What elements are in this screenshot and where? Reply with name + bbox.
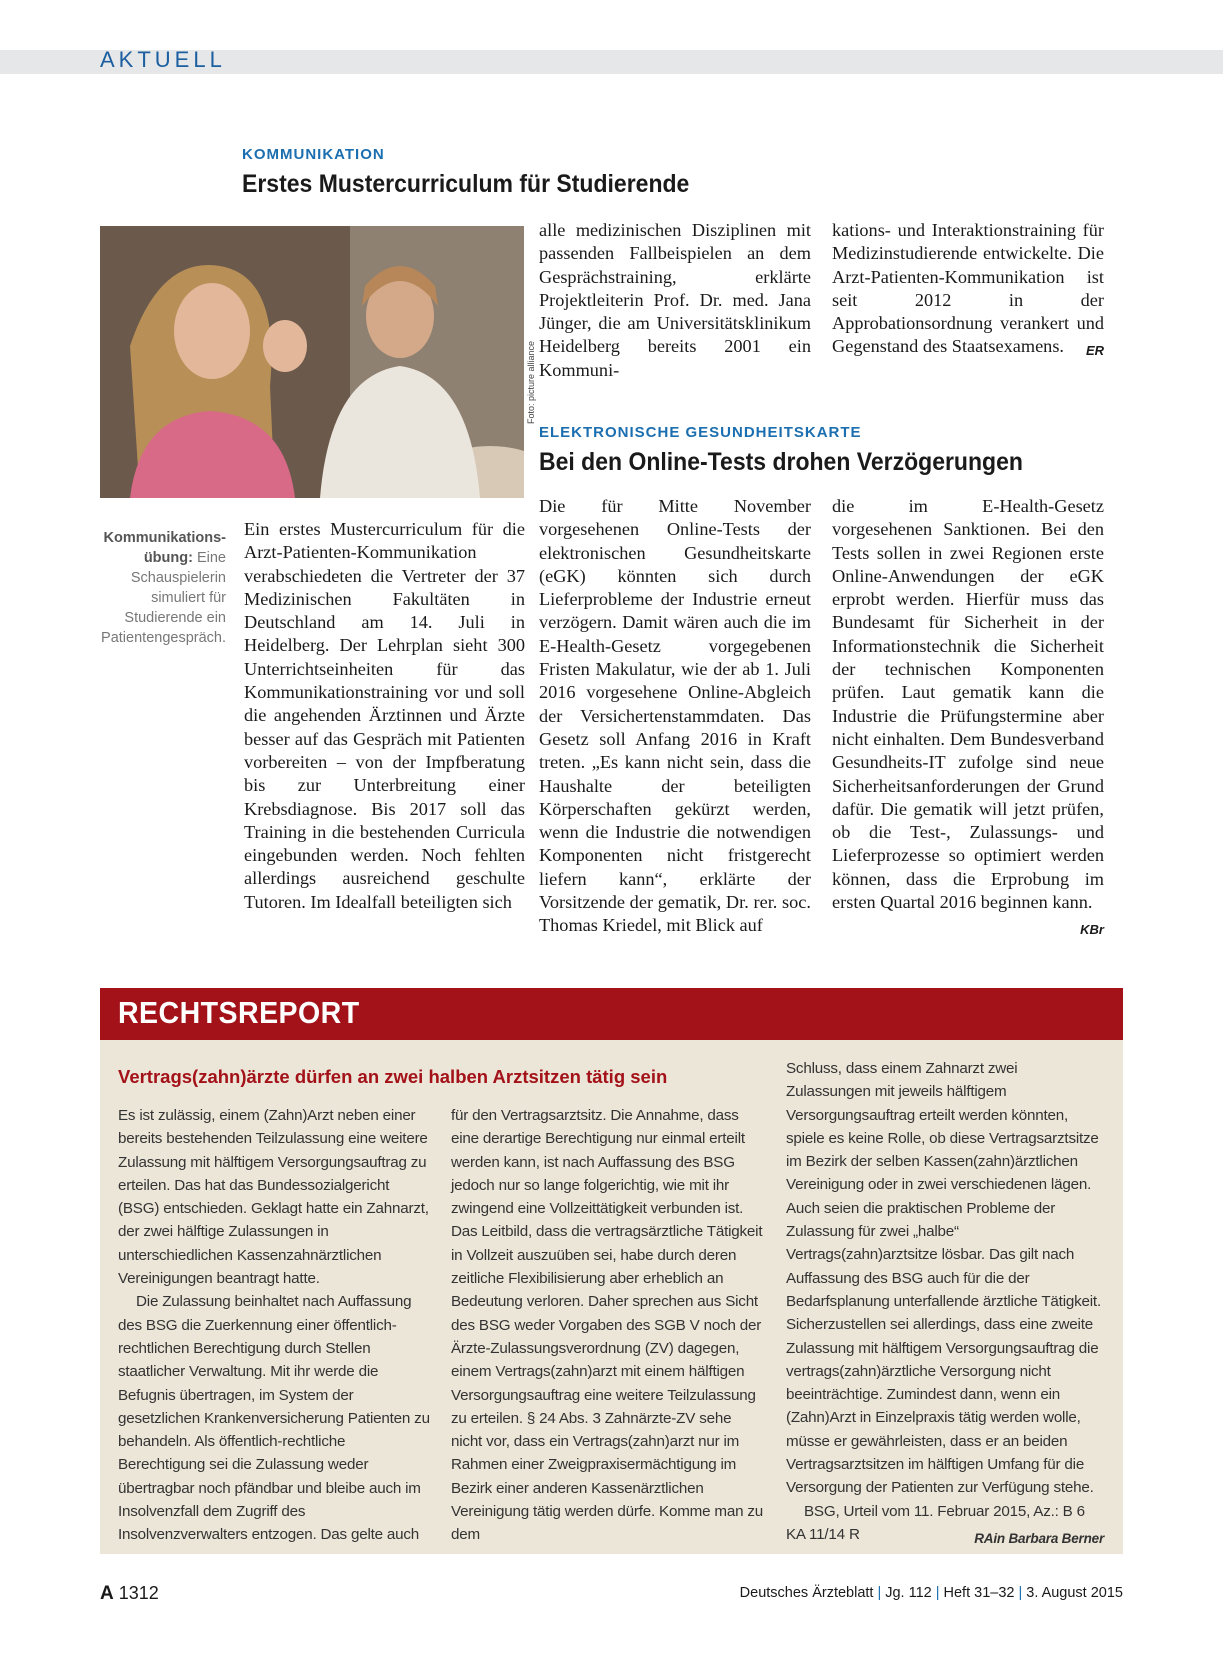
photo-illustration (100, 226, 524, 498)
photo-credit: Foto: picture alliance (526, 340, 536, 424)
rechtsreport-headline: Vertrags(zahn)ärzte dürfen an zwei halben Arztsitzen tätig sein (118, 1066, 668, 1087)
rechtsreport-col3-paragraph-1: Schluss, dass einem Zahnarzt zwei Zulassungen mit jeweils hälftigem Versorgungsauftrag erteilt werden könnten, spiele es keine Rolle, ob diese Vertragsarztsitze im Bezirk der selben Kassen(zahn)ärztlichen Vereinigung oder in zwei verschiedenen lägen. Auch seien die praktischen Probleme der Zulassung für zwei „halbe“ Vertrags(zahn)arztsitze lösbar. Das gilt nach Auffassung des BSG auch für die der Bedarfsplanung unterfallende ärztliche Tätigkeit. Sicherzustellen sei allerdings, dass eine zweite Zulassung mit hälftigem Versorgungsauftrag die vertrags(zahn)ärztliche Versorgung nicht beeinträchtige. Zumindest dann, wenn ein (Zahn)Arzt in Einzelpraxis tätig werden wolle, müsse er gewährleisten, dass er an beiden Vertragsarztsitzen im hälftigen Umfang für die Versorgung der Patienten zur Verfügung stehe. (786, 1060, 1101, 1497)
rechtsreport-column-2 (451, 1104, 765, 1547)
article2-column-1: Die für Mitte November vorgesehenen Online-Tests der elektronischen Gesundheitskarte (eGK) könnten sich durch Lieferprobleme der Industrie erneut verzögern. Damit wären auch die im E-Health-Gesetz vorgegebenen Fristen Makulatur, wie der ab 1. Juli 2016 vorgesehene Online-Abgleich der Versichertenstammdaten. Das Gesetz soll Anfang 2016 in Kraft treten. „Es kann nicht sein, dass die Haushalte der beteiligten Körperschaften gekürzt werden, wenn die Industrie die notwendigen Komponenten nicht fristgerecht liefern kann“, erklärte der Vorsitzende der gematik, Dr. rer. soc. Thomas Kriedel, mit Blick auf (539, 496, 811, 936)
caption-text: Eine Schauspielerin simuliert für Studierende ein Patientengespräch. (101, 550, 226, 646)
article2-headline: Bei den Online-Tests drohen Verzögerungen (539, 448, 1023, 476)
article1-signature: ER (1085, 343, 1104, 359)
footer-divider: | (877, 1585, 882, 1601)
rechtsreport-col2-paragraph: für den Vertragsarztsitz. Die Annahme, dass eine derartige Berechtigung nur einmal erteilt werden kann, ist nach Auffassung des BSG jedoch nur so lange folgerichtig, wie mit ihr zwingend eine Vollzeittätigkeit verbunden ist. Das Leitbild, dass die vertragsärztliche Tätigkeit in Vollzeit auszuüben sei, habe durch deren zeitliche Flexibilisierung aber erheblich an Bedeutung verloren. Daher sprechen aus Sicht des BSG weder Vorgaben des SGB V noch der Ärzte-Zulassungsverordnung (ZV) dagegen, einem Vertrags(zahn)arzt mit einem hälftigen Versorgungsauftrag eine weitere Teilzulassung zu erteilen. § 24 Abs. 3 Zahnärzte-ZV sehe nicht vor, dass ein Vertrags(zahn)arzt nur im Rahmen einer Zweigpraxisermächtigung im Bezirk einer anderen Kassenärztlichen Vereinigung tätig werden dürfe. Komme man zu dem (451, 1107, 764, 1544)
section-label: AKTUELL (100, 47, 226, 72)
page-number (100, 1583, 159, 1605)
footer-divider: | (935, 1585, 940, 1601)
footer-issue: Heft 31–32 (943, 1585, 1015, 1601)
rechtsreport-column-3 (786, 1057, 1104, 1550)
footer-volume: Jg. 112 (885, 1585, 932, 1601)
article-photo (100, 226, 524, 498)
photo-caption (96, 528, 226, 648)
article2-signature: KBr (1080, 922, 1104, 938)
footer-journal: Deutsches Ärzteblatt (739, 1585, 874, 1601)
article1-column-1: Ein erstes Mustercurriculum für die Arzt-Patienten-Kommunikation verabschiedeten die Vertreter der 37 Medizinischen Fakultäten in Deutschland am 14. Juli in Heidelberg. Der Lehrplan sieht 300 Unterrichtseinheiten für das Kommunikationstraining vor und soll die angehenden Ärztinnen und Ärzte besser auf das Gespräch mit Patienten vorbereiten – von der Impfberatung bis zur Unterbreitung einer Krebsdiagnose. Bis 2017 soll das Training in die bestehenden Curricula eingebunden werden. Noch fehlten allerdings ausreichend geschulte Tutoren. Im Idealfall beteiligten sich (244, 519, 525, 912)
rechtsreport-col1-paragraph-1: Es ist zulässig, einem (Zahn)Arzt neben einer bereits bestehenden Teilzulassung eine weitere Zulassung mit hälftigem Versorgungsauftrag zu erteilen. Das hat das Bundessozialgericht (BSG) entschieden. Geklagt hatte ein Zahnarzt, der zwei hälftige Zulassungen in unterschiedlichen Kassenzahnärztlichen Vereinigungen beantragt hatte. (118, 1107, 429, 1288)
article2-column-2-text: die im E-Health-Gesetz vorgesehenen Sanktionen. Bei den Tests sollen in zwei Regionen erste Online-Anwendungen der eGK erprobt werden. Hierfür muss das Bundesamt für Sicherheit in der Informationstechnik die Sicherheit der technischen Komponenten prüfen. Laut gematik kann die Industrie die Prüfungstermine aber nicht einhalten. Dem Bundesverband Gesundheits-IT zufolge sind neue Sicherheitsanforderungen der Grund dafür. Die gematik will jetzt prüfen, ob die Test-, Zulassungs- und Lieferprozesse so optimiert werden können, dass die Erprobung im ersten Quartal 2016 beginnen kann. (832, 496, 1104, 913)
rechtsreport-column-1 (118, 1104, 432, 1547)
page-prefix: A (100, 1583, 114, 1604)
article1-kicker: KOMMUNIKATION (242, 146, 385, 163)
article2-column-2 (832, 495, 1104, 942)
article1-column-2: alle medizinischen Disziplinen mit passenden Fallbeispielen an dem Gesprächstraining, erklärte Projektleiterin Prof. Dr. med. Jana Jünger, die am Universitätsklinikum Heidelberg bereits 2001 ein Kommuni- (539, 220, 811, 380)
rechtsreport-title: RECHTSREPORT (118, 995, 360, 1030)
article1-headline: Erstes Mustercurriculum für Studierende (242, 170, 690, 198)
article1-column-3-text: kations- und Interaktionstraining für Medizinstudierende entwickelte. Die Arzt-Patienten-Kommunikation ist seit 2012 in der Approbationsordnung verankert und Gegenstand des Staatsexamens. (832, 220, 1104, 357)
footer-publication (740, 1585, 1123, 1601)
rechtsreport-author: RAin Barbara Berner (974, 1530, 1104, 1546)
page-number-value: 1312 (118, 1583, 159, 1603)
rechtsreport-col3-citation (786, 1500, 1104, 1547)
footer-date: 3. August 2015 (1026, 1585, 1123, 1601)
footer-divider: | (1018, 1585, 1023, 1601)
rechtsreport-col1-paragraph-2: Die Zulassung beinhaltet nach Auffassung des BSG die Zuerkennung einer öffentlich-rechtlichen Berechtigung durch Stellen staatlicher Verwaltung. Mit ihr werde die Befugnis übertragen, im System der gesetzlichen Krankenversicherung Patienten zu behandeln. Als öffentlich-rechtliche Berechtigung sei die Zulassung weder übertragbar noch pfändbar und bleibe auch im Insolvenzfall dem Zugriff des Insolvenzverwalters entzogen. Das gelte auch (118, 1293, 430, 1544)
caption-lead: Kommunikationsübung: (103, 530, 226, 566)
article2-kicker: ELEKTRONISCHE GESUNDHEITSKARTE (539, 424, 862, 441)
rechtsreport-citation: BSG, Urteil vom 11. Februar 2015, Az.: B 6 KA 11/14 R (786, 1502, 1085, 1543)
article1-column-3 (832, 219, 1104, 363)
